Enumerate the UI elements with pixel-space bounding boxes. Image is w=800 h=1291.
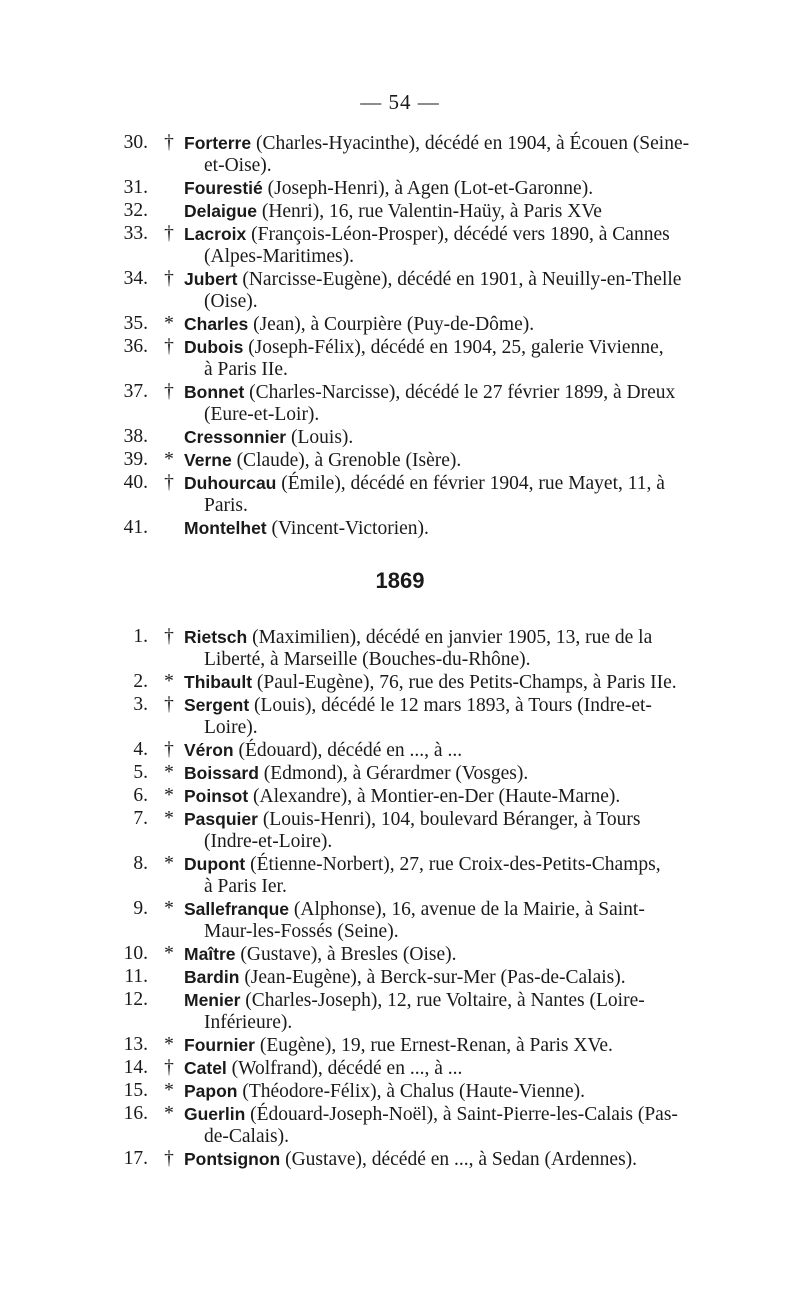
entry-number: 13. (123, 1034, 148, 1055)
page-number: — 54 — (360, 90, 440, 114)
entry-mark: * (164, 1103, 174, 1124)
list-item (0, 1103, 800, 1148)
entry-name: Fourestié (184, 178, 263, 198)
list-item (0, 739, 800, 762)
entry-number: 33. (123, 223, 148, 244)
entry-name: Sallefranque (184, 899, 290, 919)
entry-name: Catel (184, 1058, 227, 1078)
entry-mark: † (164, 132, 174, 153)
entry-detail: (Charles-Narcisse), décédé le 27 février 1899, à Dreux (249, 382, 676, 403)
entry-detail: (Édouard), décédé en ..., à ... (238, 740, 463, 761)
entry-detail: (Théodore-Félix), à Chalus (Haute-Vienne). (242, 1081, 586, 1102)
entry-mark: * (164, 762, 174, 783)
entry-detail: (Joseph-Félix), décédé en 1904, 25, galerie Vivienne, (248, 337, 664, 358)
list-item (0, 943, 800, 966)
entry-number: 39. (123, 449, 148, 470)
entry-name: Poinsot (184, 786, 249, 806)
entry-detail: (Wolfrand), décédé en ..., à ... (231, 1058, 463, 1079)
entry-number: 40. (123, 472, 148, 493)
entry-number: 2. (133, 671, 148, 692)
entry-mark: † (164, 223, 174, 244)
list-item (0, 1080, 800, 1103)
entry-number: 41. (123, 517, 148, 538)
list-item (0, 898, 800, 943)
entry-name: Thibault (184, 672, 253, 692)
entry-detail: (Vincent-Victorien). (271, 518, 429, 539)
entry-number: 8. (133, 853, 148, 874)
entry-mark: * (164, 853, 174, 874)
list-item (0, 426, 800, 449)
year-heading: 1869 (375, 568, 425, 593)
list-item (0, 762, 800, 785)
entry-mark: † (164, 739, 174, 760)
entry-number: 32. (123, 200, 148, 221)
entry-name: Dubois (184, 337, 244, 357)
entry-detail: (Émile), décédé en février 1904, rue Mayet, 11, à (281, 473, 665, 494)
entry-name: Véron (184, 740, 234, 760)
list-item (0, 200, 800, 223)
entry-number: 30. (123, 132, 148, 153)
entry-detail: (Edmond), à Gérardmer (Vosges). (263, 763, 529, 784)
entry-number: 6. (133, 785, 148, 806)
list-item (0, 989, 800, 1034)
entry-name: Jubert (184, 269, 238, 289)
list-item (0, 808, 800, 853)
entry-detail: (Étienne-Norbert), 27, rue Croix-des-Petits-Champs, (250, 854, 661, 875)
entry-name: Verne (184, 450, 232, 470)
list-item (0, 472, 800, 517)
entry-number: 36. (123, 336, 148, 357)
list-item (0, 132, 800, 177)
entry-number: 38. (123, 426, 148, 447)
entry-name: Papon (184, 1081, 238, 1101)
entry-name: Forterre (184, 133, 252, 153)
entry-name: Sergent (184, 695, 250, 715)
list-item (0, 694, 800, 739)
entry-number: 35. (123, 313, 148, 334)
entry-detail-continuation: Paris. (204, 495, 248, 516)
entry-name: Maître (184, 944, 236, 964)
entry-number: 7. (133, 808, 148, 829)
entry-mark: † (164, 472, 174, 493)
entry-detail: (Louis), décédé le 12 mars 1893, à Tours (Indre-et- (254, 695, 652, 716)
entry-number: 1. (133, 626, 148, 647)
entry-mark: † (164, 1057, 174, 1078)
entry-number: 4. (133, 739, 148, 760)
entry-detail-continuation: (Eure-et-Loir). (204, 404, 320, 425)
entry-detail: (Alexandre), à Montier-en-Der (Haute-Marne). (253, 786, 621, 807)
entry-mark: † (164, 626, 174, 647)
entry-name: Dupont (184, 854, 246, 874)
entry-name: Pasquier (184, 809, 258, 829)
list-item (0, 626, 800, 671)
entry-detail-continuation: et-Oise). (204, 155, 272, 176)
entry-detail: (Paul-Eugène), 76, rue des Petits-Champs, à Paris IIe. (256, 672, 677, 693)
entry-list-1869 (0, 626, 800, 1171)
entry-detail-continuation: de-Calais). (204, 1126, 290, 1147)
entry-name: Rietsch (184, 627, 248, 647)
entry-detail: (Narcisse-Eugène), décédé en 1901, à Neuilly-en-Thelle (242, 269, 682, 290)
list-item (0, 1057, 800, 1080)
list-item (0, 785, 800, 808)
entry-mark: * (164, 671, 174, 692)
entry-mark: * (164, 313, 174, 334)
entry-number: 37. (123, 381, 148, 402)
entry-number: 9. (133, 898, 148, 919)
entry-mark: * (164, 1080, 174, 1101)
entry-detail-continuation: Loire). (204, 717, 258, 738)
entry-detail: (Joseph-Henri), à Agen (Lot-et-Garonne). (267, 178, 594, 199)
entry-name: Pontsignon (184, 1149, 281, 1169)
entry-mark: † (164, 1148, 174, 1169)
entry-name: Charles (184, 314, 249, 334)
entry-list-1868 (0, 132, 800, 540)
entry-name: Duhourcau (184, 473, 277, 493)
entry-detail: (Henri), 16, rue Valentin-Haüy, à Paris XVe (261, 201, 602, 222)
entry-detail: (Édouard-Joseph-Noël), à Saint-Pierre-les-Calais (Pas- (250, 1104, 678, 1125)
entry-name: Cressonnier (184, 427, 287, 447)
list-item (0, 449, 800, 472)
entry-name: Bonnet (184, 382, 245, 402)
entry-number: 14. (123, 1057, 148, 1078)
entry-name: Lacroix (184, 224, 247, 244)
list-item (0, 223, 800, 268)
entry-detail: (Charles-Hyacinthe), décédé en 1904, à Écouen (Seine- (255, 133, 690, 154)
entry-detail-continuation: (Alpes-Maritimes). (204, 246, 355, 267)
entry-mark: † (164, 336, 174, 357)
entry-name: Fournier (184, 1035, 255, 1055)
entry-detail-continuation: Maur-les-Fossés (Seine). (204, 921, 399, 942)
entry-number: 12. (123, 989, 148, 1010)
list-item (0, 966, 800, 989)
entry-detail-continuation: Liberté, à Marseille (Bouches-du-Rhône). (204, 649, 531, 670)
entry-detail-continuation: Inférieure). (204, 1012, 293, 1033)
entry-number: 15. (123, 1080, 148, 1101)
list-item (0, 671, 800, 694)
entry-number: 3. (133, 694, 148, 715)
entry-detail-continuation: à Paris Ier. (204, 876, 287, 897)
entry-number: 16. (123, 1103, 148, 1124)
entry-detail: (Eugène), 19, rue Ernest-Renan, à Paris XVe. (259, 1035, 613, 1056)
entry-name: Montelhet (184, 518, 267, 538)
entry-detail-continuation: à Paris IIe. (204, 359, 288, 380)
entry-mark: * (164, 449, 174, 470)
entry-number: 11. (124, 966, 148, 987)
entry-number: 17. (123, 1148, 148, 1169)
entry-detail: (Gustave), à Bresles (Oise). (240, 944, 457, 965)
entry-name: Boissard (184, 763, 259, 783)
list-item (0, 1148, 800, 1171)
entry-detail: (Louis-Henri), 104, boulevard Béranger, à Tours (262, 809, 641, 830)
entry-detail: (Gustave), décédé en ..., à Sedan (Ardennes). (285, 1149, 638, 1170)
entry-detail-continuation: (Indre-et-Loire). (204, 831, 333, 852)
entry-detail: (Claude), à Grenoble (Isère). (236, 450, 462, 471)
list-item (0, 1034, 800, 1057)
list-item (0, 517, 800, 540)
entry-detail: (Alphonse), 16, avenue de la Mairie, à Saint- (293, 899, 645, 920)
list-item (0, 853, 800, 898)
entry-name: Delaigue (184, 201, 257, 221)
list-item (0, 177, 800, 200)
entry-detail: (Jean-Eugène), à Berck-sur-Mer (Pas-de-Calais). (244, 967, 626, 988)
entry-detail: (Jean), à Courpière (Puy-de-Dôme). (253, 314, 535, 335)
entry-detail: (Charles-Joseph), 12, rue Voltaire, à Nantes (Loire- (245, 990, 645, 1011)
list-item (0, 268, 800, 313)
entry-number: 31. (123, 177, 148, 198)
entry-mark: * (164, 785, 174, 806)
entry-name: Guerlin (184, 1104, 246, 1124)
entry-name: Bardin (184, 967, 240, 987)
entry-mark: † (164, 694, 174, 715)
entry-mark: * (164, 808, 174, 829)
entry-detail: (Louis). (291, 427, 354, 448)
entry-mark: * (164, 943, 174, 964)
entry-number: 10. (123, 943, 148, 964)
entry-mark: * (164, 1034, 174, 1055)
list-item (0, 313, 800, 336)
entry-number: 5. (133, 762, 148, 783)
entry-name: Menier (184, 990, 241, 1010)
list-item (0, 381, 800, 426)
entry-mark: * (164, 898, 174, 919)
entry-mark: † (164, 381, 174, 402)
entry-detail: (François-Léon-Prosper), décédé vers 1890, à Cannes (251, 224, 670, 245)
entry-detail: (Maximilien), décédé en janvier 1905, 13, rue de la (252, 627, 653, 648)
list-item (0, 336, 800, 381)
entry-detail-continuation: (Oise). (204, 291, 258, 312)
entry-mark: † (164, 268, 174, 289)
entry-number: 34. (123, 268, 148, 289)
